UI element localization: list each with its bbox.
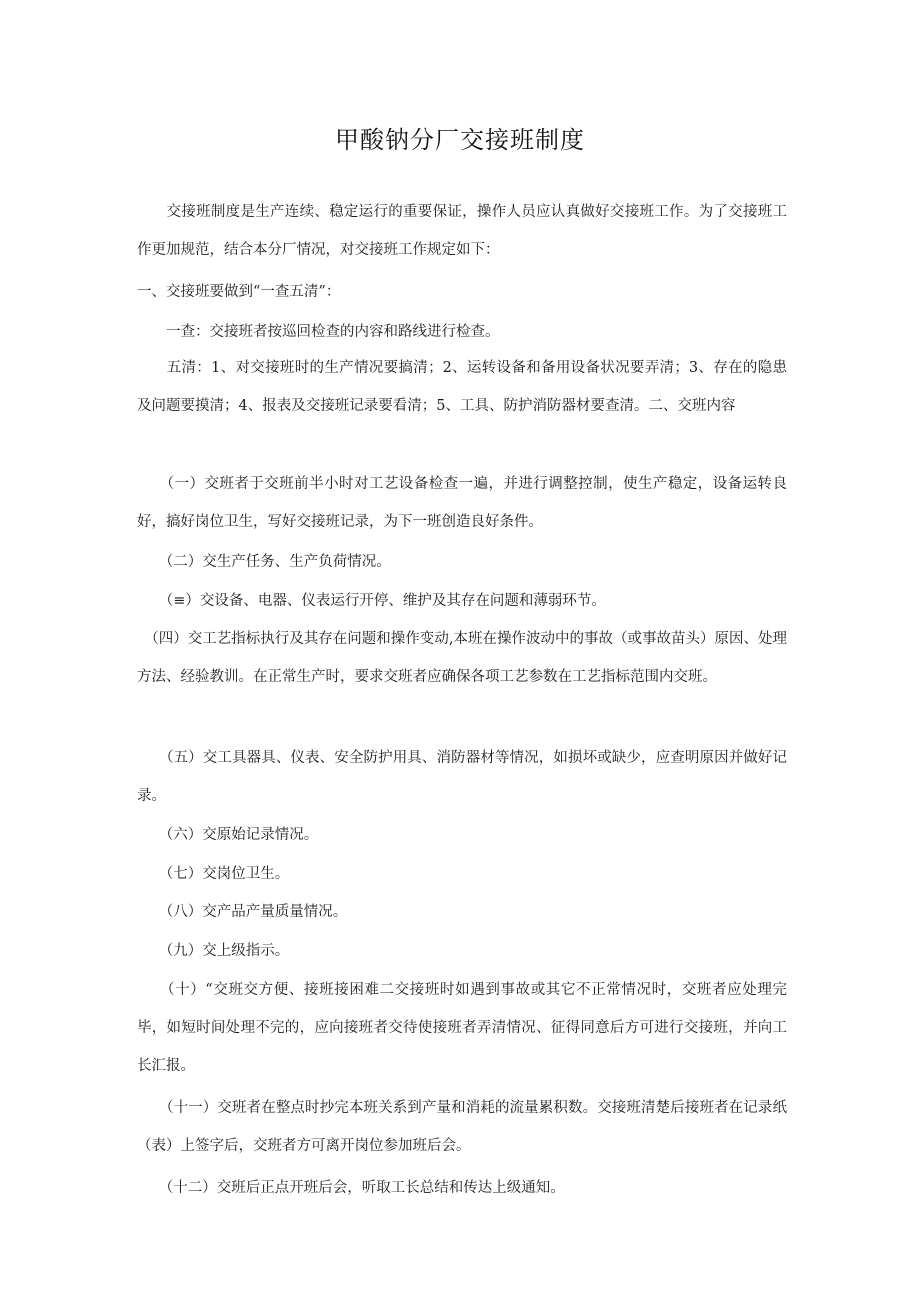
paragraph-item-10: （十）“交班交方便、接班接困难二交接班时如遇到事故或其它不正常情况时，交班者应处理完毕，如短时间处理不完的，应向接班者交待使接班者弄清情况、征得同意后方可进行交接班，并向工长汇报。 xyxy=(137,982,787,1074)
paragraph-item-7: （七）交岗位卫生。 xyxy=(137,866,290,882)
paragraph-item-9: （九）交上级指示。 xyxy=(137,943,290,959)
paragraph-item-4: （四）交工艺指标执行及其存在问题和操作变动,本班在操作波动中的事故（或事故苗头）原因、处理方法、经验教训。在正常生产时，要求交班者应确保各项工艺参数在工艺指标范围内交班。 xyxy=(137,631,787,685)
paragraph-item-3: （≡）交设备、电器、仪表运行开停、维护及其存在问题和薄弱环节。 xyxy=(137,593,606,609)
paragraph-item-6: （六）交原始记录情况。 xyxy=(137,827,319,843)
paragraph-item-11: （十一）交班者在整点时抄完本班关系到产量和消耗的流量累积数。交接班清楚后接班者在记录纸（表）上签字后，交班者方可离开岗位参加班后会。 xyxy=(137,1100,787,1154)
section-heading-1: 一、交接班要做到“一查五清”： xyxy=(137,284,341,300)
paragraph-item-5: （五）交工具器具、仪表、安全防护用具、消防器材等情况，如损坏或缺少，应查明原因并做好记录。 xyxy=(137,750,787,804)
paragraph-wuqing: 五清：1、对交接班时的生产情况要搞清；2、运转设备和备用设备状况要弄清；3、存在的隐患及问题要摸清；4、报表及交接班记录要看清；5、工具、防护消防器材要查清。二、交班内容 xyxy=(137,360,787,414)
intro-paragraph: 交接班制度是生产连续、稳定运行的重要保证，操作人员应认真做好交接班工作。为了交接班工作更加规范，结合本分厂情况，对交接班工作规定如下： xyxy=(137,204,787,258)
document-title: 甲酸钠分厂交接班制度 xyxy=(335,126,585,154)
paragraph-item-1: （一）交班者于交班前半小时对工艺设备检查一遍，并进行调整控制，使生产稳定，设备运转良好，搞好岗位卫生，写好交接班记录，为下一班创造良好条件。 xyxy=(137,476,787,530)
paragraph-item-12: （十二）交班后正点开班后会，听取工长总结和传达上级通知。 xyxy=(137,1180,565,1196)
paragraph-yicha: 一查：交接班者按巡回检查的内容和路线进行检查。 xyxy=(137,324,500,340)
paragraph-item-2: （二）交生产任务、生产负荷情况。 xyxy=(137,554,391,570)
paragraph-item-8: （八）交产品产量质量情况。 xyxy=(137,904,348,920)
